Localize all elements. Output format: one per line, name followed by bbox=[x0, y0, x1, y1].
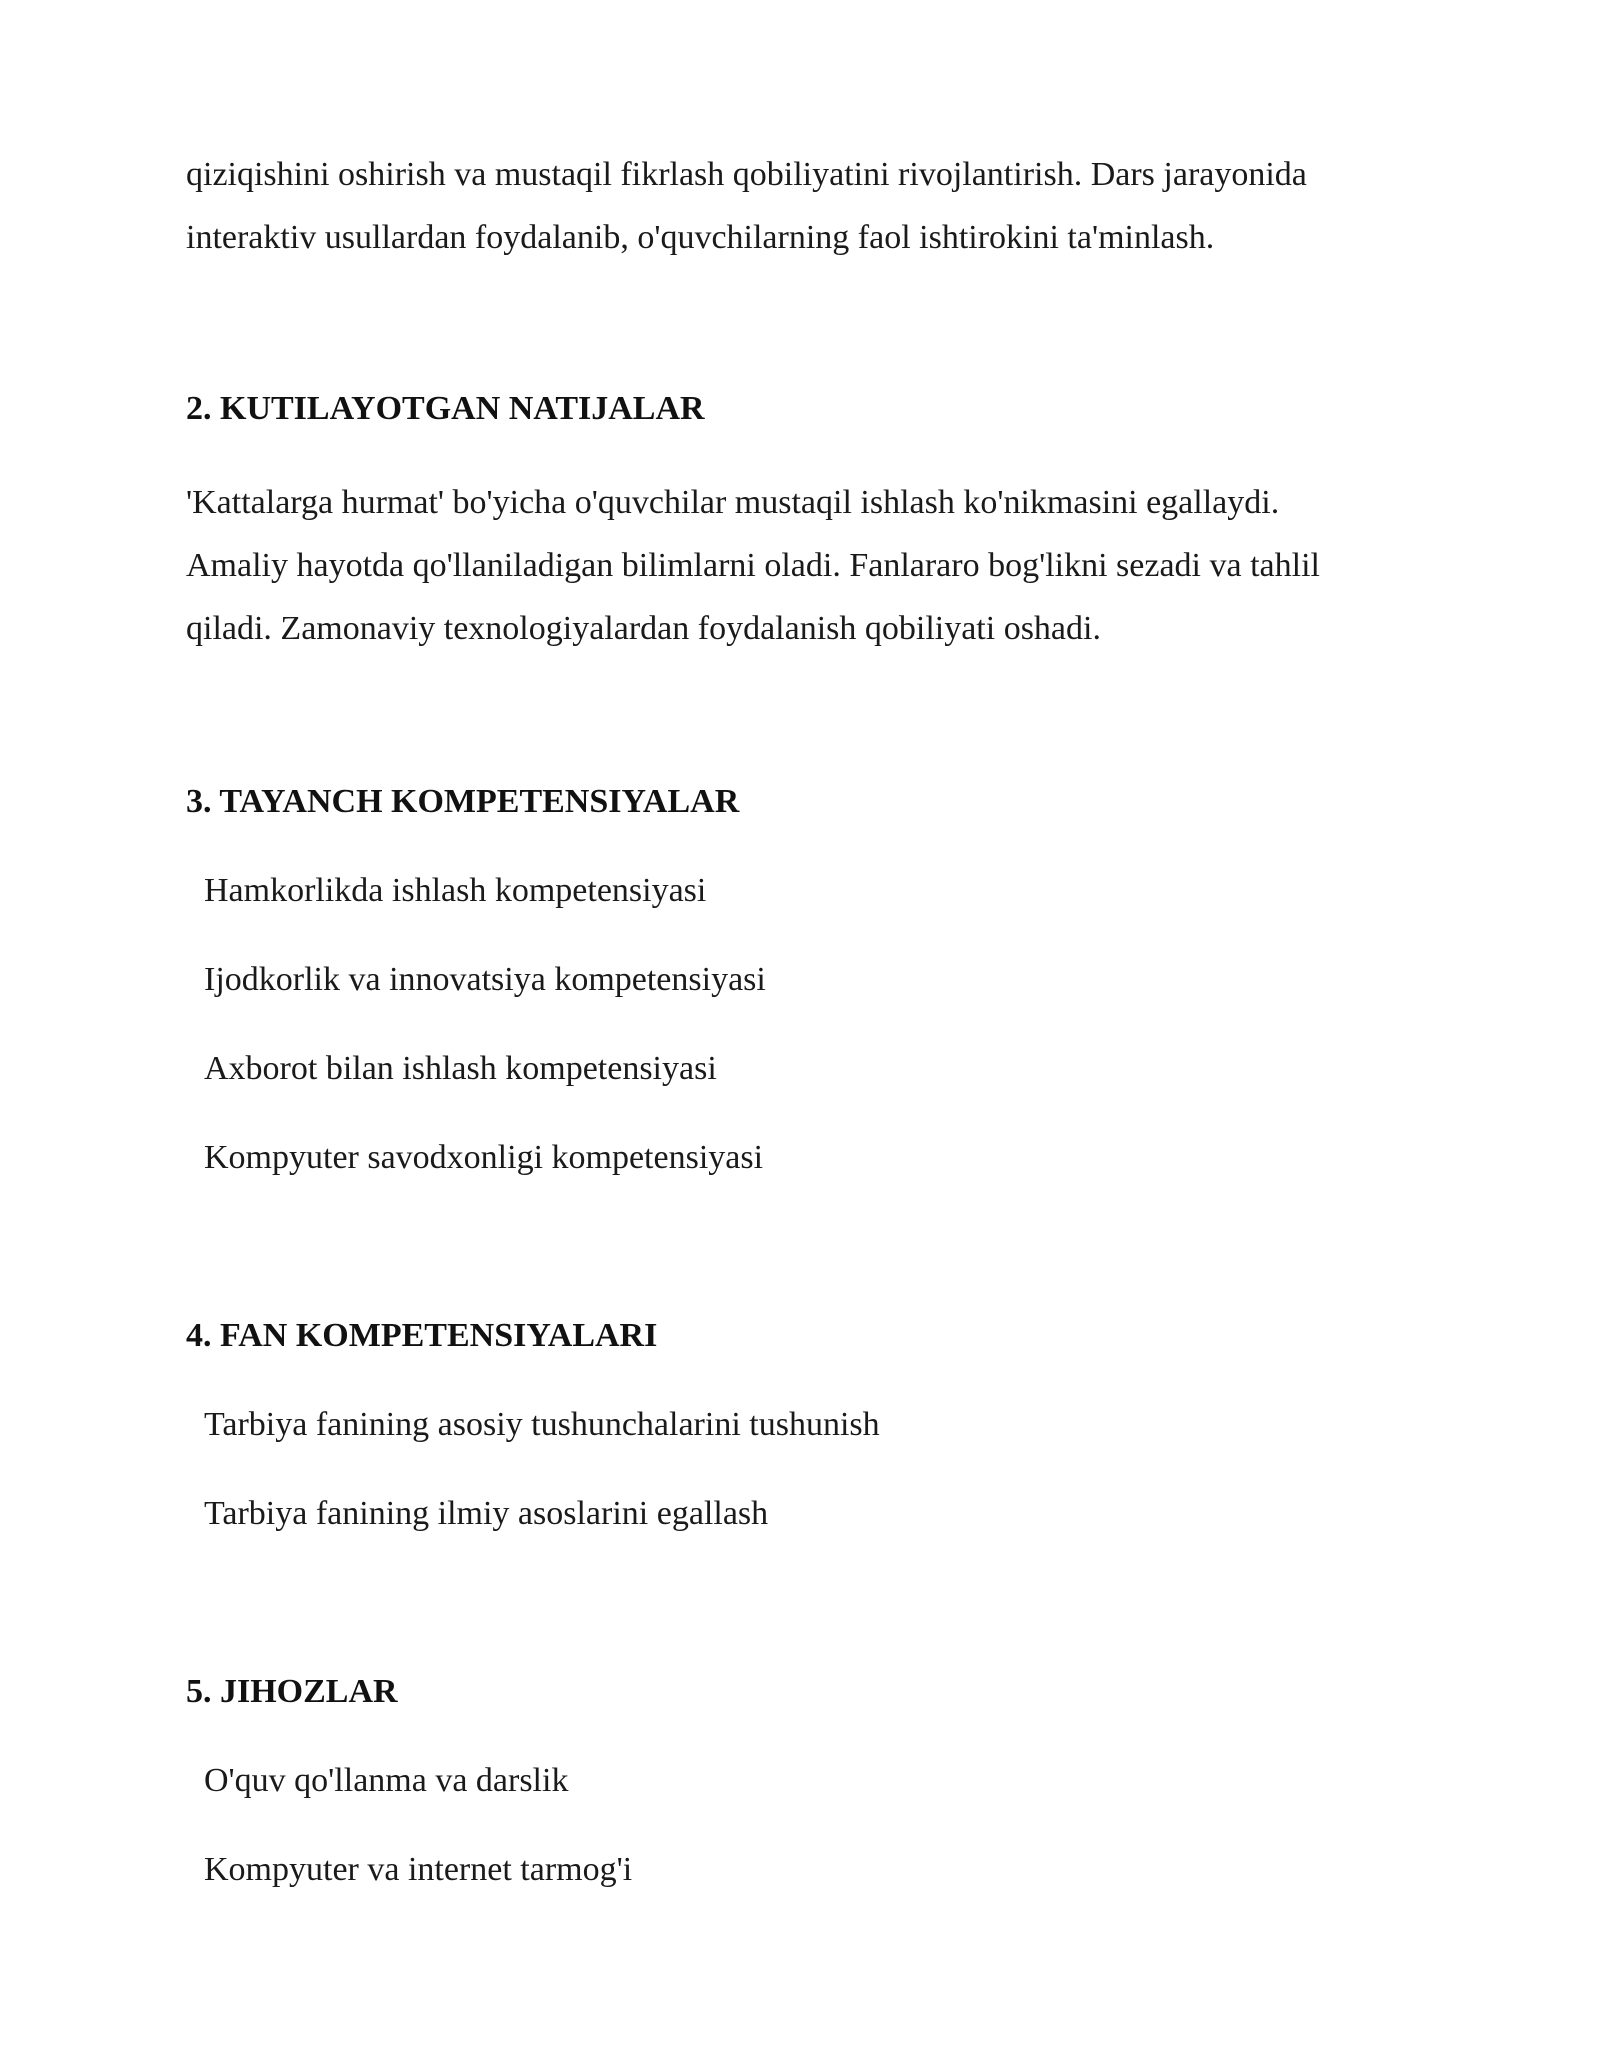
list-item: O'quv qo'llanma va darslik bbox=[204, 1762, 569, 1799]
intro-line-1: qiziqishini oshirish va mustaqil fikrlash qobiliyatini rivojlantirish. Dars jarayonida bbox=[186, 156, 1307, 193]
list-item: Kompyuter va internet tarmog'i bbox=[204, 1851, 633, 1888]
list-item: Hamkorlikda ishlash kompetensiyasi bbox=[204, 872, 707, 909]
list-item: Kompyuter savodxonligi kompetensiyasi bbox=[204, 1139, 764, 1176]
section-5-heading: 5. JIHOZLAR bbox=[186, 1673, 398, 1710]
list-item: Ijodkorlik va innovatsiya kompetensiyasi bbox=[204, 961, 766, 998]
section-3-heading: 3. TAYANCH KOMPETENSIYALAR bbox=[186, 783, 740, 820]
section-2-line-3: qiladi. Zamonaviy texnologiyalardan foydalanish qobiliyati oshadi. bbox=[186, 610, 1101, 647]
list-item: Tarbiya fanining asosiy tushunchalarini tushunish bbox=[204, 1406, 880, 1443]
list-item: Axborot bilan ishlash kompetensiyasi bbox=[204, 1050, 717, 1087]
section-2-line-2: Amaliy hayotda qo'llaniladigan bilimlarni oladi. Fanlararo bog'likni sezadi va tahlil bbox=[186, 547, 1320, 584]
section-2-heading: 2. KUTILAYOTGAN NATIJALAR bbox=[186, 390, 705, 427]
intro-line-2: interaktiv usullardan foydalanib, o'quvchilarning faol ishtirokini ta'minlash. bbox=[186, 219, 1215, 256]
section-2-line-1: 'Kattalarga hurmat' bo'yicha o'quvchilar mustaqil ishlash ko'nikmasini egallaydi. bbox=[186, 484, 1280, 521]
list-item: Tarbiya fanining ilmiy asoslarini egallash bbox=[204, 1495, 769, 1532]
section-4-heading: 4. FAN KOMPETENSIYALARI bbox=[186, 1317, 658, 1354]
